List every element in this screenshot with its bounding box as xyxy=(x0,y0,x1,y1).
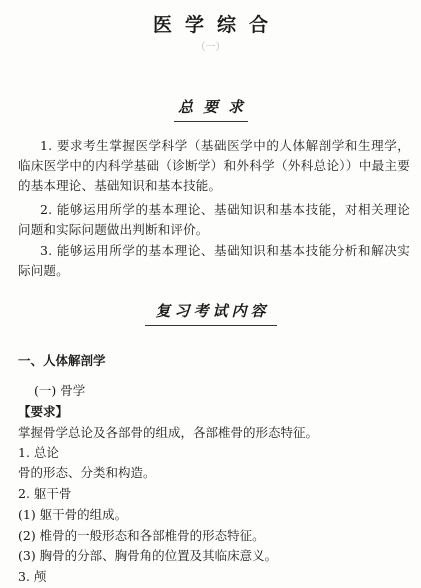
general-requirements-heading xyxy=(0,96,421,122)
outline-line: 3. 颅 xyxy=(18,569,47,584)
outline-line: (3) 胸骨的分部、胸骨角的位置及其临床意义。 xyxy=(18,548,278,563)
chapter-title: (一) 骨学 xyxy=(34,383,86,398)
page-title: 医学综合 xyxy=(152,14,281,36)
requirement-item-3: 3. 能够运用所学的基本理论、基础知识和基本技能分析和解决实际问题。 xyxy=(18,243,410,278)
requirement-label: 【要求】 xyxy=(18,404,69,419)
review-content-heading-text: 复习考试内容 xyxy=(155,302,270,320)
heading-underline xyxy=(145,325,277,326)
outline-line: 骨的形态、分类和构造。 xyxy=(18,465,156,480)
outline-line: 2. 躯干骨 xyxy=(18,486,72,501)
outline-line: 1. 总论 xyxy=(18,445,59,460)
requirement-text: 掌握骨学总论及各部骨的组成，各部椎骨的形态特征。 xyxy=(18,425,319,440)
general-requirements-heading-text: 总要求 xyxy=(177,98,253,116)
part-title: 一、人体解剖学 xyxy=(18,353,106,368)
review-content-heading xyxy=(0,300,421,326)
outline-line: (2) 椎骨的一般形态和各部椎骨的形态特征。 xyxy=(18,528,265,543)
requirement-item-1: 1. 要求考生掌握医学科学（基础医学中的人体解剖学和生理学，临床医学中的内科学基础（诊断学）和外科学（外科总论））中最主要的基本理论、基础知识和基本技能。 xyxy=(18,138,410,193)
heading-underline xyxy=(174,121,248,122)
outline-line: (1) 躯干骨的组成。 xyxy=(18,507,128,522)
faint-section-mark: （一） xyxy=(195,42,226,53)
requirement-item-2: 2. 能够运用所学的基本理论、基础知识和基本技能，对相关理论问题和实际问题做出判断和评价。 xyxy=(18,202,410,237)
